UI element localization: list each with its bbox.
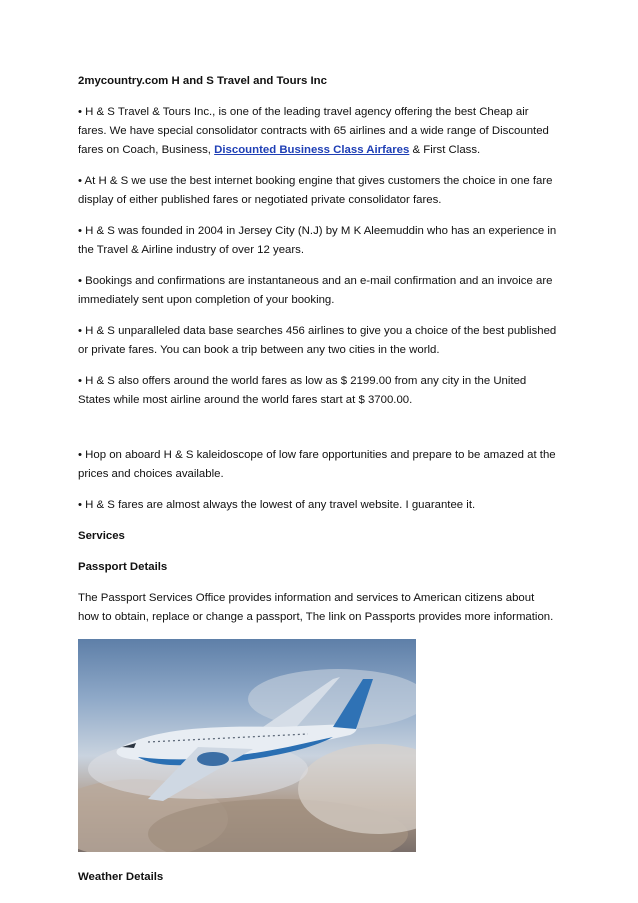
services-heading: Services xyxy=(78,530,125,542)
paragraph-text: • H & S Travel & Tours Inc., is one of the leading travel agency offering the best Cheap air fares. We have special consolidator contracts with 65 airlines and a wide range of Discounted fares on Coach, Business, xyxy=(78,106,549,156)
paragraph-around-world: • H & S also offers around the world fares as low as $ 2199.00 from any city in the United States while most airline around the world fares start at $ 3700.00. xyxy=(78,375,527,406)
paragraph-confirmations: • Bookings and confirmations are instantaneous and an e-mail confirmation and an invoice are immediately sent upon completion of your booking. xyxy=(78,275,553,306)
discounted-business-class-link[interactable]: Discounted Business Class Airfares xyxy=(214,144,410,156)
airplane-photo xyxy=(78,639,416,852)
paragraph-founded: • H & S was founded in 2004 in Jersey City (N.J) by M K Aleemuddin who has an experience in the Travel & Airline industry of over 12 years. xyxy=(78,225,557,256)
paragraph-lowest-fares: • H & S fares are almost always the lowest of any travel website. I guarantee it. xyxy=(78,499,476,511)
paragraph-text-end: & First Class. xyxy=(409,144,481,156)
paragraph-leading-agency xyxy=(78,103,558,160)
document-title: 2mycountry.com H and S Travel and Tours Inc xyxy=(78,75,327,87)
paragraph-booking-engine: • At H & S we use the best internet booking engine that gives customers the choice in one fare display of either published fares or negotiated private consolidator fares. xyxy=(78,175,553,206)
airplane-illustration xyxy=(78,639,416,852)
passport-text: The Passport Services Office provides information and services to American citizens about how to obtain, replace or change a passport, The link on Passports provides more information. xyxy=(78,592,554,623)
blank-space xyxy=(78,422,558,446)
paragraph-kaleidoscope: • Hop on aboard H & S kaleidoscope of low fare opportunities and prepare to be amazed at the prices and choices available. xyxy=(78,449,556,480)
document-body xyxy=(78,72,558,899)
weather-heading: Weather Details xyxy=(78,871,164,883)
passport-heading: Passport Details xyxy=(78,561,168,573)
paragraph-database: • H & S unparalleled data base searches 456 airlines to give you a choice of the best published or private fares. You can book a trip between any two cities in the world. xyxy=(78,325,557,356)
